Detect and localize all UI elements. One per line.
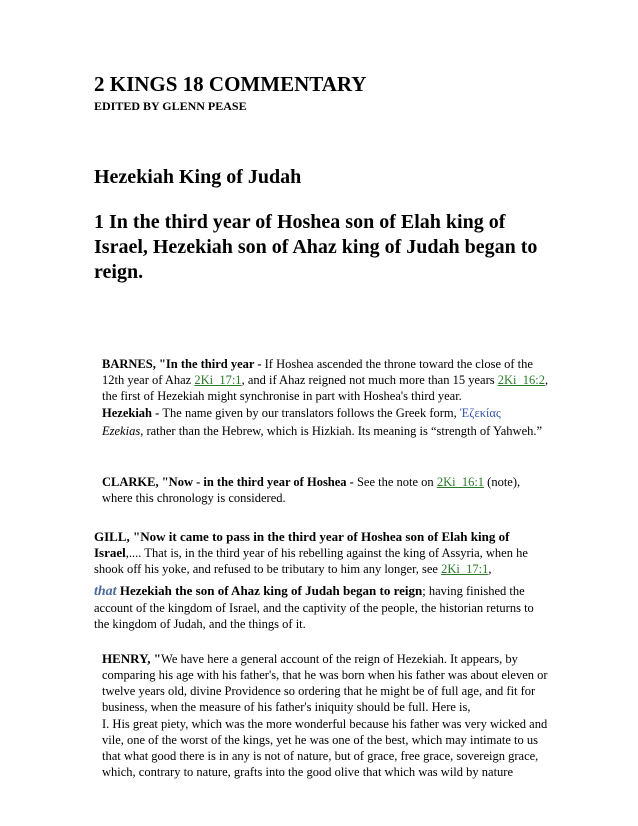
- barnes-text-4: The name given by our translators follows the Greek form,: [162, 406, 460, 420]
- gill-paragraph: [94, 529, 544, 577]
- barnes-lead: BARNES, "In the third year -: [102, 357, 265, 371]
- barnes-text-5: , rather than the Hebrew, which is Hizkiah. Its meaning is “strength of Yahweh.”: [140, 424, 543, 438]
- henry-lead: HENRY, ": [102, 651, 162, 666]
- document-title: 2 KINGS 18 COMMENTARY: [94, 72, 367, 96]
- barnes-text-2: , and if Ahaz reigned not much more than 15 years: [241, 373, 498, 387]
- gill-text-3: ; having finished the account of the kingdom of Israel, and the captivity of the people, the historian returns to the kingdom of Judah, and the things of it.: [94, 584, 534, 631]
- document-subtitle: EDITED BY GLENN PEASE: [94, 99, 247, 113]
- henry-paragraph: [94, 651, 552, 715]
- gill-paragraph-2: [94, 583, 544, 632]
- greek-name: Ἐζεκίας: [459, 406, 501, 420]
- barnes-lead-2: Hezekiah -: [102, 406, 163, 420]
- clarke-ref-link[interactable]: 2Ki_16:1: [436, 475, 485, 489]
- clarke-lead: CLARKE, "Now - in the third year of Hoshea -: [102, 475, 357, 489]
- verse-text: 1 In the third year of Hoshea son of Elah king of Israel, Hezekiah son of Ahaz king of Judah began to reign.: [94, 211, 538, 283]
- barnes-ref-1-link[interactable]: 2Ki_17:1: [194, 373, 242, 387]
- gill-lead: GILL, "Now it came to pass in the third year of Hoshea son of Elah king of Israel: [94, 529, 510, 560]
- clarke-text-1: See the note on: [356, 475, 437, 489]
- section-heading: Hezekiah King of Judah: [94, 166, 302, 188]
- barnes-paragraph: [94, 356, 552, 404]
- henry-paragraph-2: [94, 716, 552, 780]
- transliteration: Ezekias: [102, 424, 141, 438]
- clarke-text-2: (note), where this chronology is considered.: [102, 475, 521, 505]
- gill-text-2: ,: [488, 562, 492, 576]
- that-word: that: [94, 584, 117, 599]
- clarke-paragraph: [94, 474, 552, 506]
- barnes-ref-2-link[interactable]: 2Ki_16:2: [497, 373, 545, 387]
- barnes-text-1: If Hoshea ascended the throne toward the close of the 12th year of Ahaz: [102, 357, 533, 387]
- gill-text-1: ,.... That is, in the third year of his rebelling against the king of Assyria, when he shook off his yoke, and refused to be tributary to him any longer, see: [94, 546, 528, 576]
- barnes-hezekiah-paragraph: [94, 404, 552, 440]
- henry-text-2: I. His great piety, which was the more wonderful because his father was very wicked and vile, one of the worst of the kings, yet he was one of the best, which may intimate to us that what good there is in any is not of nature, but of grace, free grace, sovereign grace, which, contrary to nature, grafts into the good olive that which was wild by nature: [102, 717, 548, 779]
- barnes-text-3: , the first of Hezekiah might synchronise in part with Hoshea's third year.: [102, 373, 549, 403]
- henry-text-1: We have here a general account of the reign of Hezekiah. It appears, by comparing his age with his father's, that he was born when his father was about eleven or twelve years old, divine Providence so ordering that he might be of full age, and fit for business, when the measure of his father's iniquity should be full. Here is,: [102, 652, 548, 714]
- gill-ref-link[interactable]: 2Ki_17:1: [441, 562, 489, 576]
- gill-lead-2: Hezekiah the son of Ahaz king of Judah began to reign: [116, 583, 423, 598]
